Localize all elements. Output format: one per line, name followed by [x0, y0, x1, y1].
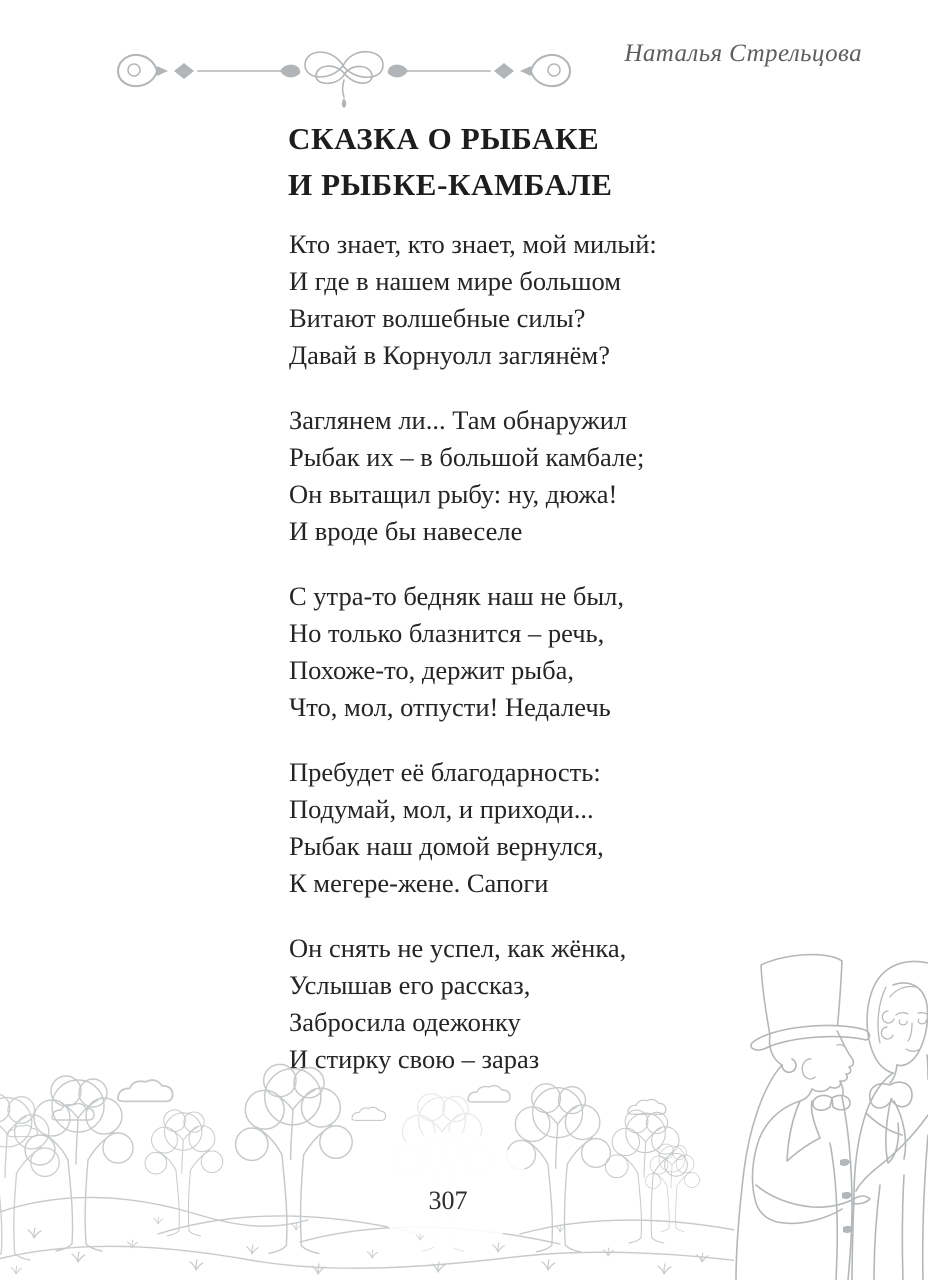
stanza: [289, 754, 657, 902]
poem-line: Давай в Корнуолл заглянём?: [289, 340, 610, 370]
poem-title: [288, 116, 613, 208]
poem-line: Заглянем ли... Там обнаружил: [289, 405, 628, 435]
couple-illustration: [690, 935, 928, 1280]
poem-line: Витают волшебные силы?: [289, 303, 586, 333]
flourish-ornament-icon: [110, 34, 578, 110]
poem-title-line1: СКАЗКА О РЫБАКЕ: [288, 121, 600, 156]
stanza: [289, 402, 657, 550]
poem-line: Но только блазнится – речь,: [289, 618, 605, 648]
poem-line: Он снять не успел, как жёнка,: [289, 933, 627, 963]
poem-body: [289, 226, 657, 1106]
poem-line: Забросила одежонку: [289, 1007, 521, 1037]
poem-line: С утра-то бедняк наш не был,: [289, 581, 624, 611]
poem-line: И вроде бы навеселе: [289, 516, 523, 546]
stanza: [289, 930, 657, 1078]
poem-line: Рыбак наш домой вернулся,: [289, 831, 604, 861]
poem-line: И стирку свою – зараз: [289, 1044, 540, 1074]
poem-line: И где в нашем мире большом: [289, 266, 622, 296]
poem-line: Кто знает, кто знает, мой милый:: [289, 229, 657, 259]
poem-line: Рыбак их – в большой камбале;: [289, 442, 645, 472]
poem-line: Услышав его рассказ,: [289, 970, 531, 1000]
poem-line: Что, мол, отпусти! Недалечь: [289, 692, 611, 722]
poem-line: Пребудет её благодарность:: [289, 757, 601, 787]
poem-line: Он вытащил рыбу: ну, дюжа!: [289, 479, 618, 509]
poem-line: К мегере-жене. Сапоги: [289, 868, 549, 898]
poem-title-line2: И РЫБКЕ-КАМБАЛЕ: [288, 167, 613, 202]
author-name: Наталья Стрельцова: [624, 40, 862, 67]
stanza: [289, 226, 657, 374]
stanza: [289, 578, 657, 726]
poem-line: Похоже-то, держит рыба,: [289, 655, 574, 685]
page-number: 307: [428, 1186, 468, 1215]
poem-line: Подумай, мол, и приходи...: [289, 794, 594, 824]
